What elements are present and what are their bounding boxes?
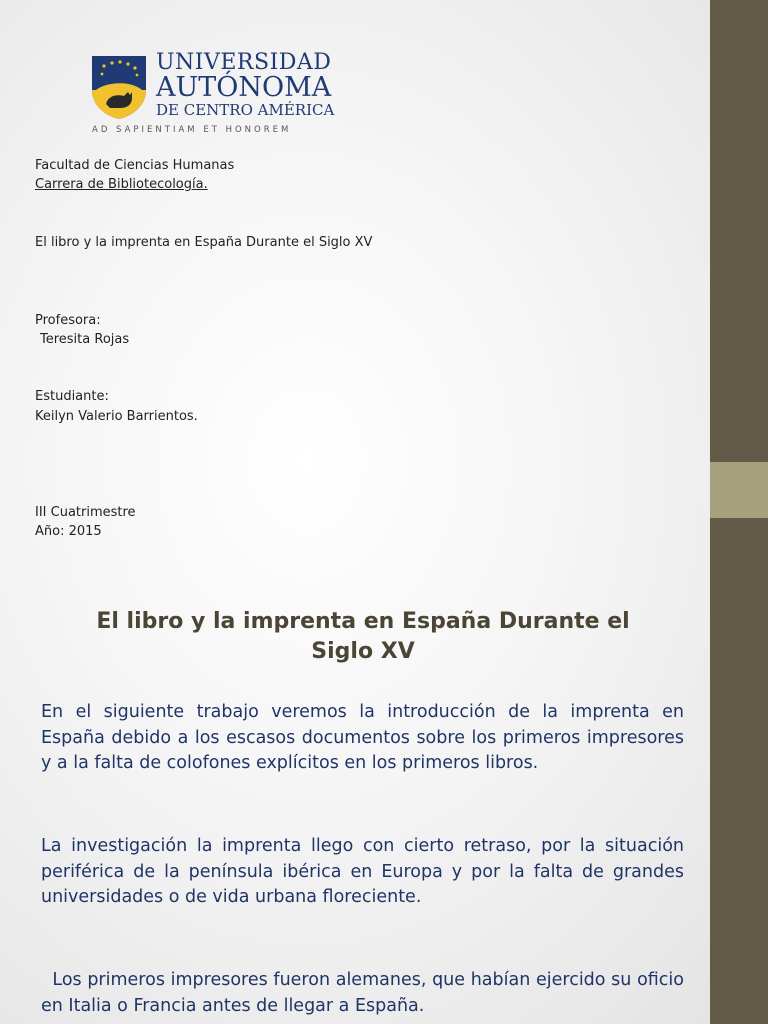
work-topic: El libro y la imprenta en España Durante el Siglo XV <box>35 235 373 250</box>
slide-title <box>40 607 686 667</box>
side-bar-accent <box>710 462 768 518</box>
term: III Cuatrimestre <box>35 505 136 520</box>
slide-title-line-1: El libro y la imprenta en España Durante el <box>96 609 630 634</box>
career-name: Carrera de Bibliotecología. <box>35 177 208 192</box>
university-logo <box>90 50 335 140</box>
shield-emblem-icon <box>90 54 148 120</box>
paragraph-research: La investigación la imprenta llego con cierto retraso, por la situación periférica de la península ibérica en Europa y por la falta de grandes universidades o de vida urbana floreciente. <box>41 836 684 907</box>
logo-university-text: UNIVERSIDAD <box>156 50 332 75</box>
year: Año: 2015 <box>35 524 102 539</box>
student-name: Keilyn Valerio Barrientos. <box>35 409 198 424</box>
logo-central-america-text: DE CENTRO AMÉRICA <box>156 101 335 119</box>
faculty-name: Facultad de Ciencias Humanas <box>35 158 235 173</box>
professor-name: Teresita Rojas <box>40 332 130 347</box>
logo-autonoma-text: AUTÓNOMA <box>156 72 332 103</box>
paragraph-introduction: En el siguiente trabajo veremos la introducción de la imprenta en España debido a los escasos documentos sobre los primeros impresores y a la falta de colofones explícitos en los primeros libros. <box>41 702 684 773</box>
logo-motto: AD SAPIENTIAM ET HONOREM <box>92 125 292 135</box>
paragraph-first-printers: Los primeros impresores fueron alemanes, que habían ejercido su oficio en Italia o Francia antes de llegar a España. <box>41 970 690 1016</box>
student-label: Estudiante: <box>35 389 109 404</box>
professor-label: Profesora: <box>35 313 101 328</box>
slide-title-line-2: Siglo XV <box>311 639 415 664</box>
